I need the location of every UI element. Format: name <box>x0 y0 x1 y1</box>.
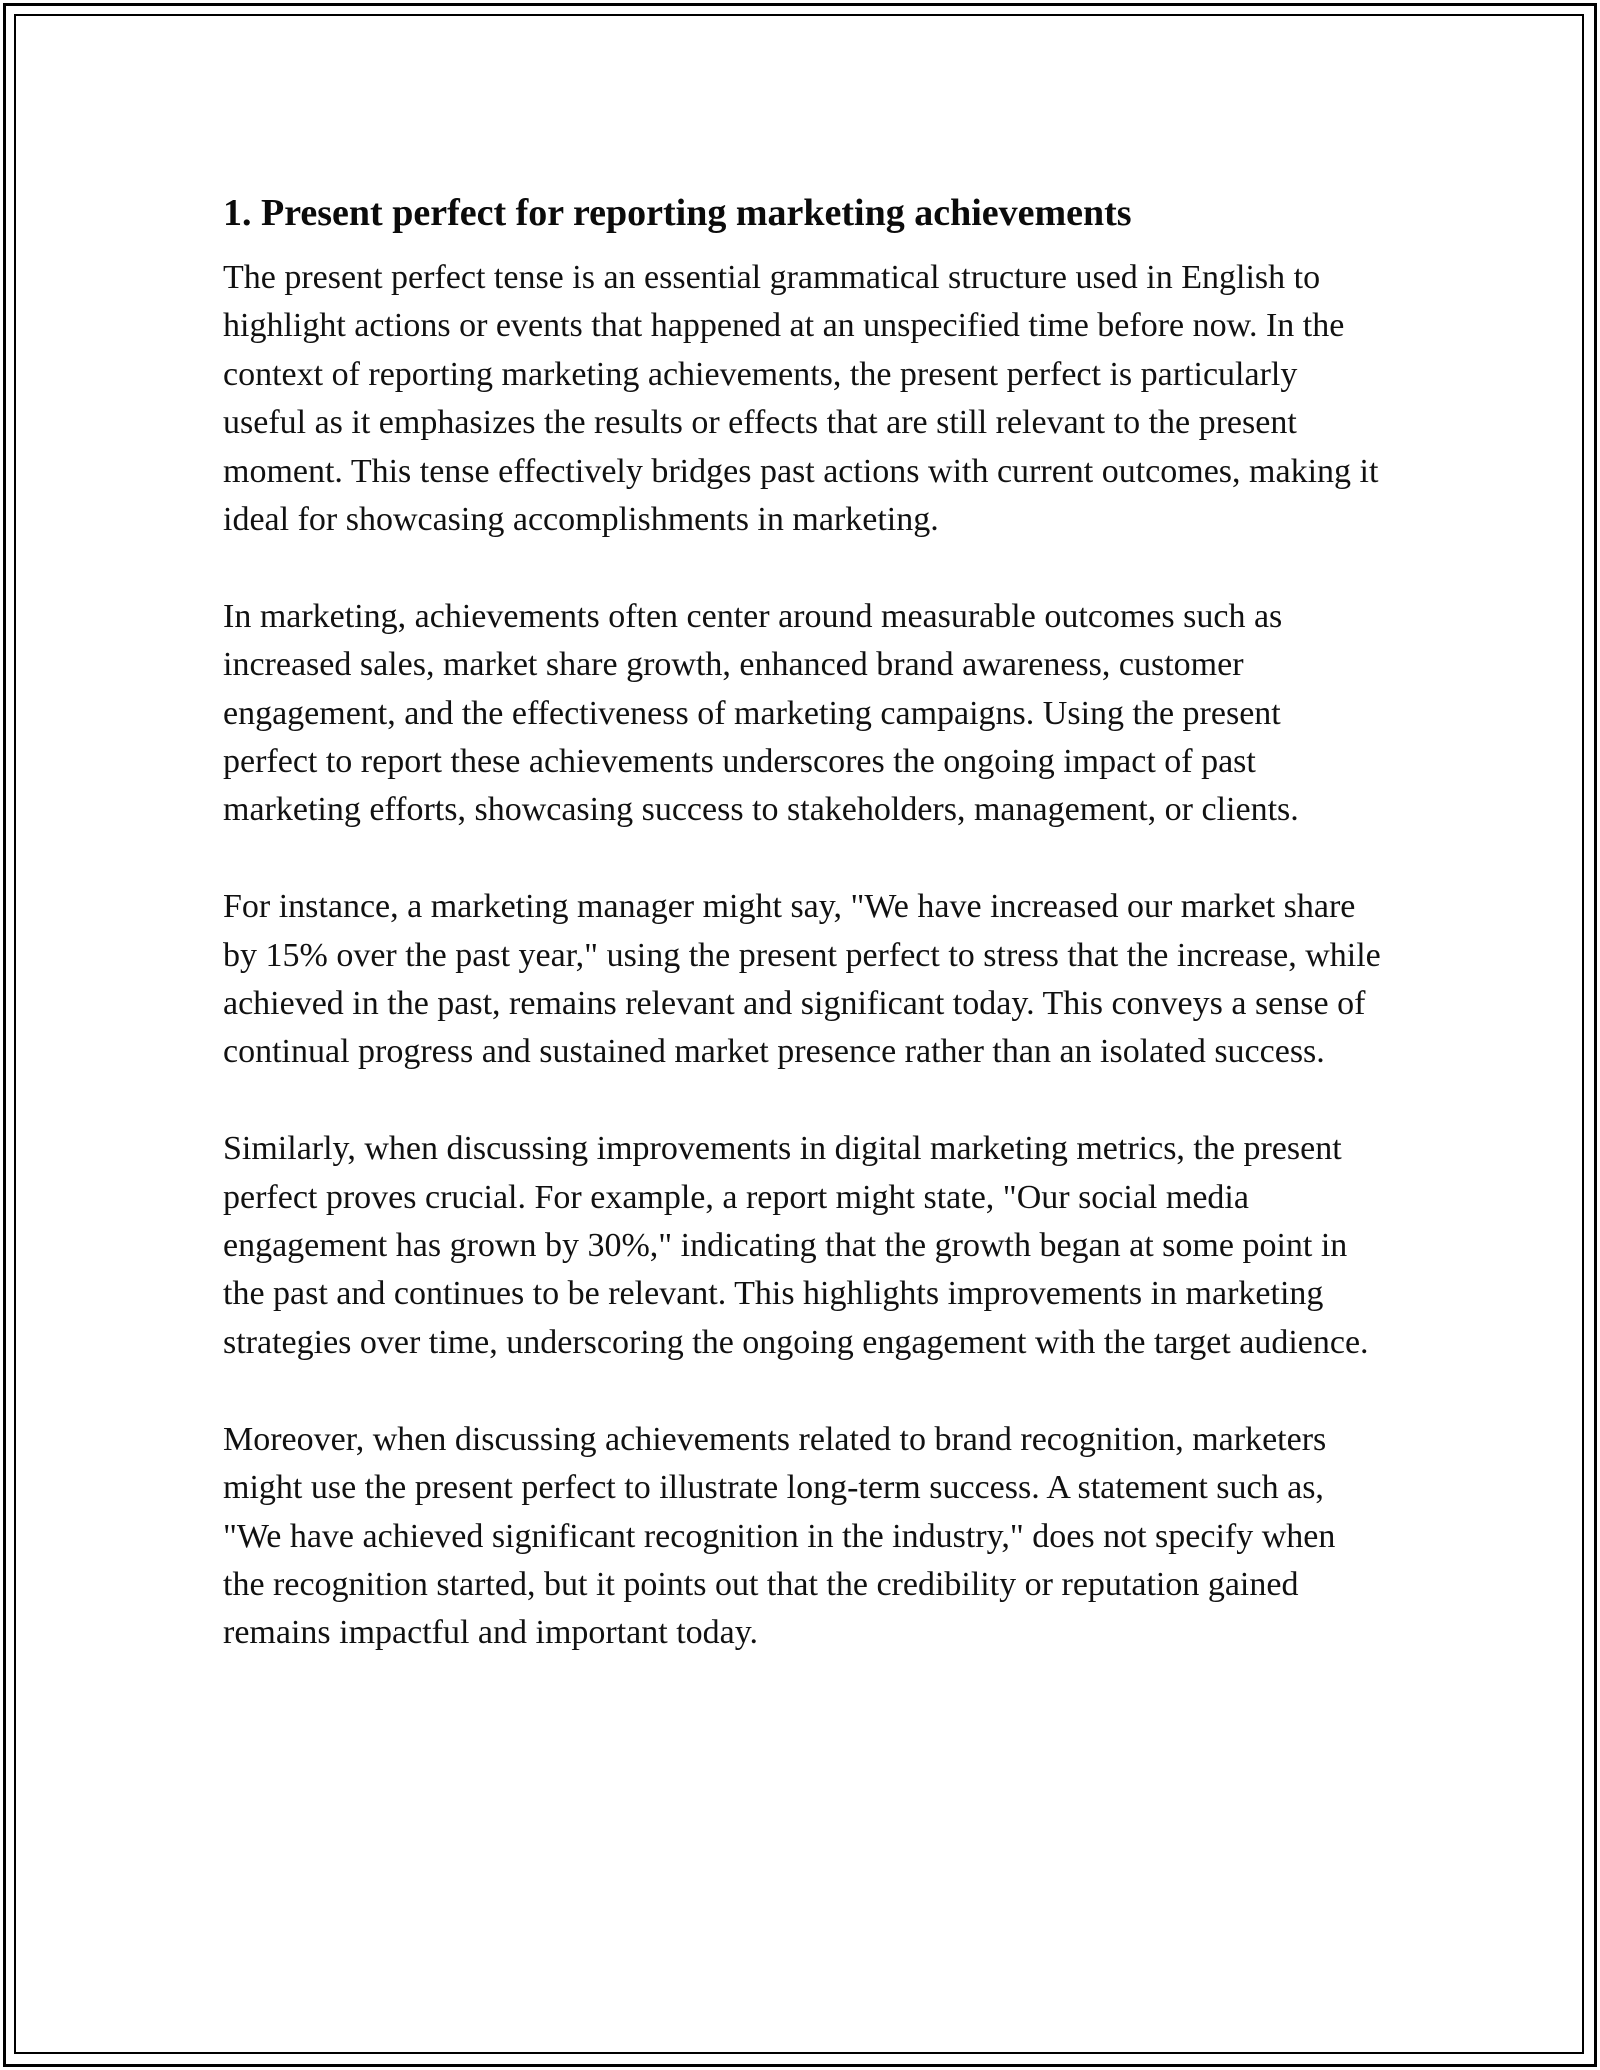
paragraph-5: Moreover, when discussing achievements related to brand recognition, marketers might use the present perfect to illustrate long-term success. A statement such as, "We have achieved significant recognition in the industry," does not specify when the recognition started, but it points out that the credibility or reputation gained remains impactful and important today. <box>223 1420 1336 1652</box>
paragraph-1: The present perfect tense is an essential grammatical structure used in English to highlight actions or events that happened at an unspecified time before now. In the context of reporting marketing achievements, the present perfect is particularly useful as it emphasizes the results or effects that are still relevant to the present moment. This tense effectively bridges past actions with current outcomes, making it ideal for showcasing accomplishments in marketing. <box>223 259 1379 539</box>
document-body <box>223 186 1383 1706</box>
paragraph-3: For instance, a marketing manager might say, "We have increased our market share by 15% over the past year," using the present perfect to stress that the increase, while achieved in the past, remains relevant and significant today. This conveys a sense of continual progress and sustained market presence rather than an isolated success. <box>223 888 1381 1071</box>
paragraph-2: In marketing, achievements often center around measurable outcomes such as increased sales, market share growth, enhanced brand awareness, customer engagement, and the effectiveness of marketing campaigns. Using the present perfect to report these achievements underscores the ongoing impact of past marketing efforts, showcasing success to stakeholders, management, or clients. <box>223 597 1299 829</box>
paragraph-4: Similarly, when discussing improvements in digital marketing metrics, the present perfect proves crucial. For example, a report might state, "Our social media engagement has grown by 30%," indicating that the growth began at some point in the past and continues to be relevant. This highlights improvements in marketing strategies over time, underscoring the ongoing engagement with the target audience. <box>223 1130 1369 1361</box>
section-heading: 1. Present perfect for reporting marketing achievements <box>223 192 1132 234</box>
